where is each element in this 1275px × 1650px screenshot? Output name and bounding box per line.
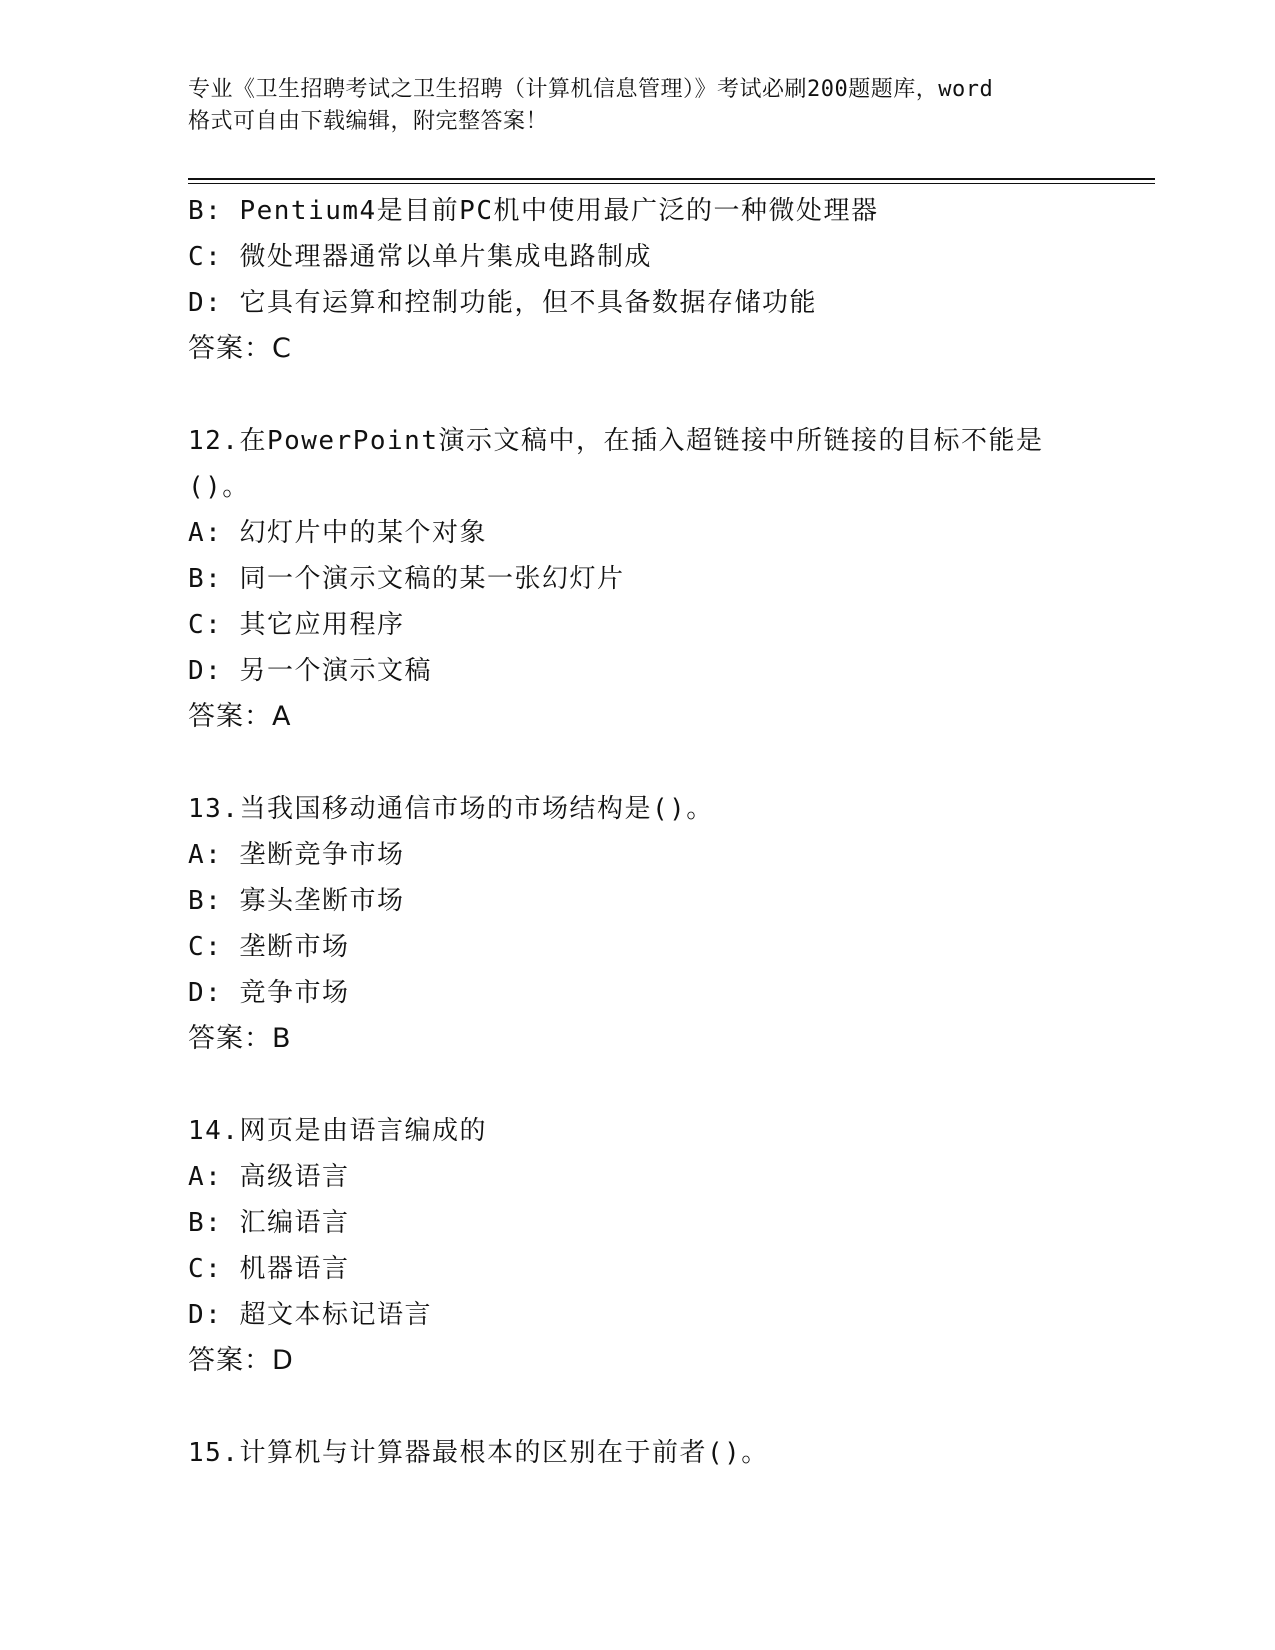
- question-12-option-d: D: 另一个演示文稿: [188, 656, 432, 686]
- question-13-answer: 答案：B: [188, 1023, 292, 1054]
- question-13-option-c: C: 垄断市场: [188, 932, 350, 962]
- question-12-stem-line-1: 12.在PowerPoint演示文稿中，在插入超链接中所链接的目标不能是: [188, 426, 1044, 456]
- header-title-line-2: 格式可自由下载编辑，附完整答案！: [188, 109, 549, 134]
- question-13-option-b: B: 寡头垄断市场: [188, 886, 405, 916]
- question-12-option-b: B: 同一个演示文稿的某一张幻灯片: [188, 564, 625, 594]
- question-spacer: [188, 1062, 1138, 1108]
- question-14: [188, 1108, 1138, 1384]
- question-14-option-c: C: 机器语言: [188, 1254, 350, 1284]
- question-12-option-a: A: 幻灯片中的某个对象: [188, 518, 487, 548]
- header-divider-thin: [188, 183, 1155, 184]
- document-header: [188, 74, 1108, 138]
- question-12: [188, 418, 1138, 740]
- question-15-stem: 15.计算机与计算器最根本的区别在于前者()。: [188, 1438, 769, 1468]
- question-13-stem: 13.当我国移动通信市场的市场结构是()。: [188, 794, 714, 824]
- question-11-answer: 答案：C: [188, 333, 292, 364]
- question-spacer: [188, 740, 1138, 786]
- question-14-option-a: A: 高级语言: [188, 1162, 350, 1192]
- header-title-line-1: 专业《卫生招聘考试之卫生招聘（计算机信息管理）》考试必刷200题题库，word: [188, 77, 994, 102]
- question-13-option-d: D: 竞争市场: [188, 978, 350, 1008]
- question-11-option-c: C: 微处理器通常以单片集成电路制成: [188, 242, 652, 272]
- question-11-option-d: D: 它具有运算和控制功能，但不具备数据存储功能: [188, 288, 817, 318]
- header-divider-thick: [188, 178, 1155, 180]
- question-14-option-b: B: 汇编语言: [188, 1208, 350, 1238]
- question-11-option-b: B: Pentium4是目前PC机中使用最广泛的一种微处理器: [188, 196, 879, 226]
- question-14-answer: 答案：D: [188, 1345, 294, 1376]
- question-spacer: [188, 1384, 1138, 1430]
- question-13: [188, 786, 1138, 1062]
- question-spacer: [188, 372, 1138, 418]
- question-list: [188, 188, 1138, 1476]
- question-12-option-c: C: 其它应用程序: [188, 610, 405, 640]
- question-12-stem-line-2: ()。: [188, 472, 250, 502]
- question-11: [188, 188, 1138, 372]
- question-14-option-d: D: 超文本标记语言: [188, 1300, 432, 1330]
- question-15: [188, 1430, 1138, 1476]
- question-13-option-a: A: 垄断竞争市场: [188, 840, 405, 870]
- question-12-answer: 答案：A: [188, 701, 292, 732]
- question-14-stem: 14.网页是由语言编成的: [188, 1116, 487, 1146]
